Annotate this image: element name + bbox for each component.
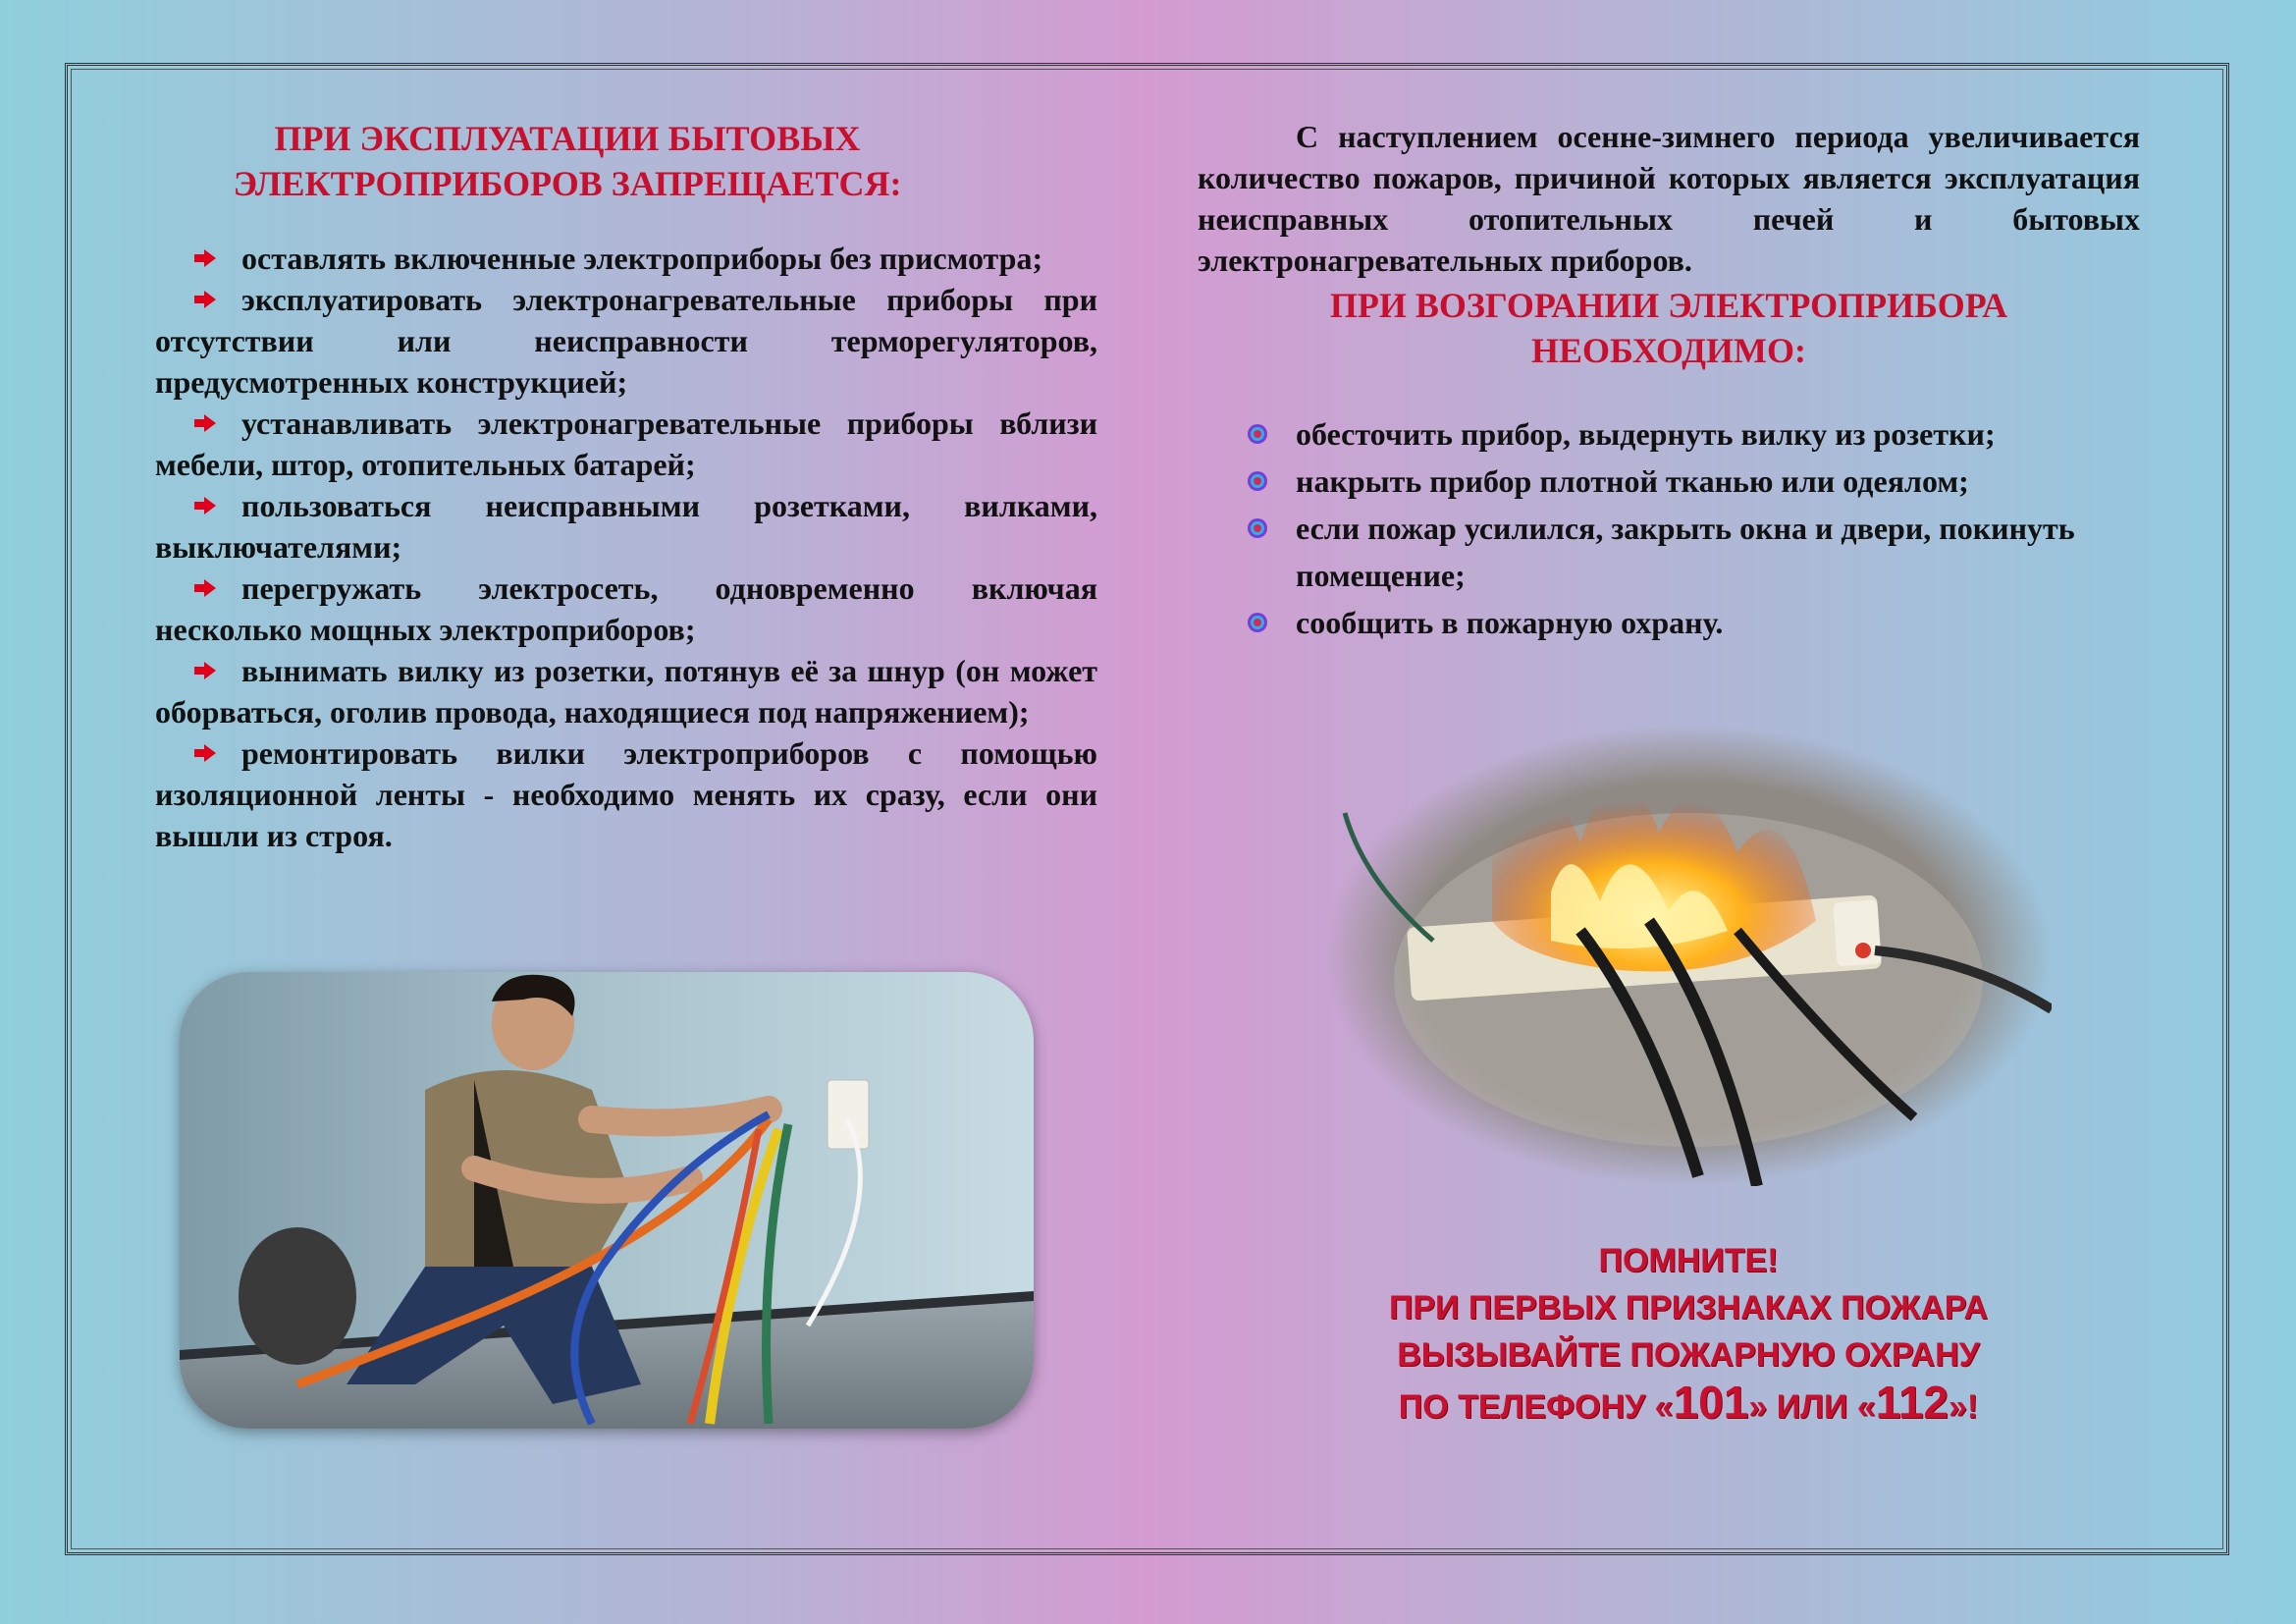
title-line-1: ПРИ ЭКСПЛУАТАЦИИ БЫТОВЫХ — [274, 119, 861, 158]
list-item — [155, 485, 1097, 568]
list-item-text: оставлять включенные электроприборы без присмотра; — [241, 241, 1043, 276]
photo-illustration — [1325, 725, 2052, 1186]
red-arrow-icon — [194, 662, 216, 679]
fire-actions-title — [1198, 283, 2140, 373]
man-overloading-outlet-photo — [180, 972, 1034, 1429]
remember-callout — [1256, 1237, 2120, 1431]
list-item — [1296, 505, 2140, 599]
right-column — [1198, 116, 2140, 646]
list-item-text: сообщить в пожарную охрану. — [1296, 605, 1724, 640]
remember-line-1: ПОМНИТЕ! — [1598, 1242, 1779, 1279]
intro-paragraph: С наступлением осенне-зимнего периода увеличивается количество пожаров, причиной которых является эксплуатация неисправных отопительных печей и бытовых электронагревательных приборов. — [1198, 119, 2140, 278]
burning-power-strip-photo — [1325, 725, 2052, 1186]
red-arrow-icon — [194, 744, 216, 762]
multicolor-circle-icon — [1247, 517, 1268, 539]
list-item — [155, 279, 1097, 403]
title-line-1: ПРИ ВОЗГОРАНИИ ЭЛЕКТРОПРИБОРА — [1329, 286, 2008, 325]
red-arrow-icon — [194, 579, 216, 597]
remember-line-2: ПРИ ПЕРВЫХ ПРИЗНАКАХ ПОЖАРА — [1388, 1289, 1989, 1326]
remember-line-4 — [1256, 1379, 2120, 1431]
remember-line-3: ВЫЗЫВАЙТЕ ПОЖАРНУЮ ОХРАНУ — [1397, 1336, 1980, 1374]
phone-prefix: ПО ТЕЛЕФОНУ « — [1398, 1388, 1674, 1426]
phone-suffix: »! — [1949, 1388, 1979, 1426]
phone-number-101: 101 — [1673, 1377, 1749, 1428]
multicolor-circle-icon — [1247, 470, 1268, 492]
red-arrow-icon — [194, 497, 216, 514]
list-item-text: эксплуатировать электронагревательные приборы при отсутствии или неисправности терморегуляторов, предусмотренных конструкцией; — [155, 282, 1097, 400]
list-item — [155, 568, 1097, 650]
photo-illustration — [180, 972, 1034, 1429]
red-arrow-icon — [194, 414, 216, 432]
multicolor-circle-icon — [1247, 612, 1268, 633]
left-column — [155, 116, 1097, 856]
title-line-2: НЕОБХОДИМО: — [1530, 331, 1807, 370]
list-item-text: ремонтировать вилки электроприборов с помощью изоляционной ленты - необходимо менять их сразу, если они вышли из строя. — [155, 735, 1097, 853]
list-item — [155, 732, 1097, 856]
list-item — [1296, 599, 2140, 646]
phone-mid: » ИЛИ « — [1748, 1388, 1876, 1426]
title-line-2: ЭЛЕКТРОПРИБОРОВ ЗАПРЕЩАЕТСЯ: — [233, 164, 902, 203]
list-item — [1296, 458, 2140, 505]
list-item-text: обесточить прибор, выдернуть вилку из розетки; — [1296, 416, 1996, 452]
list-item-text: перегружать электросеть, одновременно включая несколько мощных электроприборов; — [155, 570, 1097, 647]
list-item — [155, 403, 1097, 485]
list-item-text: устанавливать электронагревательные приборы вблизи мебели, штор, отопительных батарей; — [155, 406, 1097, 482]
red-arrow-icon — [194, 249, 216, 267]
phone-number-112: 112 — [1875, 1377, 1949, 1428]
prohibitions-title — [96, 116, 1039, 206]
list-item-text: накрыть прибор плотной тканью или одеялом; — [1296, 463, 1969, 499]
list-item-text: если пожар усилился, закрыть окна и двери, покинуть помещение; — [1296, 511, 2075, 593]
prohibitions-list — [155, 238, 1097, 856]
multicolor-circle-icon — [1247, 423, 1268, 445]
list-item — [155, 238, 1097, 279]
fire-actions-list — [1198, 410, 2140, 646]
red-arrow-icon — [194, 291, 216, 308]
list-item-text: пользоваться неисправными розетками, вилками, выключателями; — [155, 488, 1097, 565]
list-item — [1296, 410, 2140, 458]
list-item-text: вынимать вилку из розетки, потянув её за шнур (он может оборваться, оголив провода, находящиеся под напряжением); — [155, 653, 1097, 730]
list-item — [155, 650, 1097, 732]
